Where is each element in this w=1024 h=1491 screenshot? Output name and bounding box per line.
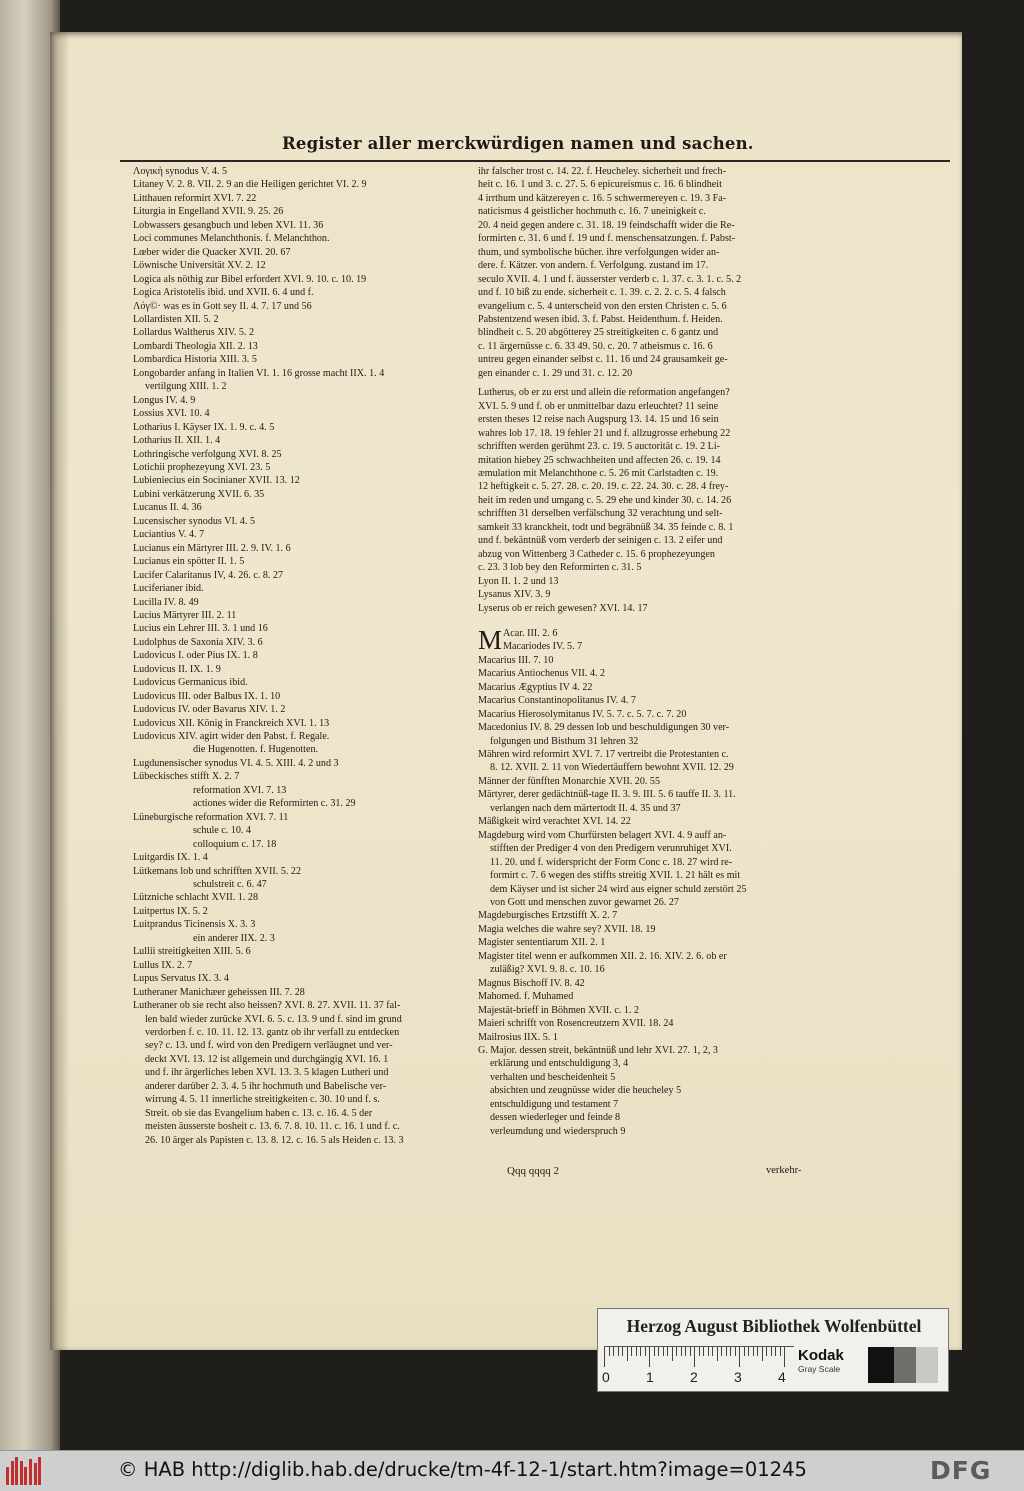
index-entry: Λογικὴ synodus V. 4. 5 bbox=[133, 166, 228, 177]
index-entry: Löwnische Universität XV. 2. 12 bbox=[133, 260, 266, 272]
index-entry: Macarius Hierosolymitanus IV. 5. 7. c. 5. 7. c. 7. 20 bbox=[478, 708, 687, 720]
index-entry: Litaney V. 2. 8. VII. 2. 9 an die Heiligen gerichtet VI. 2. 9 bbox=[133, 179, 367, 191]
index-entry: Magia welches die wahre sey? XVII. 18. 19 bbox=[478, 923, 656, 935]
index-entry: 12 heftigkeit c. 5. 27. 28. c. 20. 19. c. 22. 24. 30. c. 28. 4 frey- bbox=[478, 481, 729, 493]
index-entry: sey? c. 13. und f. wird von den Predigern verläugnet und ver- bbox=[145, 1040, 393, 1052]
ruler-tick bbox=[631, 1347, 632, 1356]
index-entry: mitation hiebey 25 schwachheiten und affecten 26. c. 19. 14 bbox=[478, 454, 721, 466]
index-entry: Lyon II. 1. 2 und 13 bbox=[478, 575, 559, 587]
index-entry: 20. 4 neid gegen andere c. 31. 18. 19 feindschafft wider die Re- bbox=[478, 219, 735, 231]
index-entry: stifften der Prediger 4 von den Predigern verunruhiget XVI. bbox=[490, 843, 732, 855]
ruler-tick bbox=[681, 1347, 682, 1356]
dfg-logo: DFG bbox=[930, 1456, 992, 1485]
index-entry: Lucifer Calaritanus IV, 4. 26. c. 8. 27 bbox=[133, 569, 284, 581]
right-column-luther-entry bbox=[478, 386, 814, 615]
index-entry: Lothringische verfolgung XVI. 8. 25 bbox=[133, 448, 282, 460]
index-entry: seculo XVII. 4. 1 und f. äusserster verderb c. 1. 37. c. 3. 1. c. 5. 2 bbox=[478, 273, 742, 285]
index-entry: schrifften werden gerühmt 23. c. 19. 5 auctorität c. 19. 2 Li- bbox=[478, 441, 720, 453]
index-entry: 8. 12. XVII. 2. 11 von Wiedertäuffern bewohnt XVII. 12. 29 bbox=[490, 762, 734, 774]
index-entry: Luciferianer ibid. bbox=[133, 583, 204, 595]
hab-logo-bar bbox=[15, 1457, 18, 1485]
index-entry: Liturgia in Engelland XVII. 9. 25. 26 bbox=[133, 206, 284, 218]
hab-logo-bar bbox=[11, 1461, 14, 1485]
index-entry: XVI. 5. 9 und f. ob er unmittelbar dazu erleuchtet? 11 seine bbox=[478, 400, 719, 412]
index-entry: Ludovicus I. oder Pius IX. 1. 8 bbox=[133, 650, 258, 662]
index-entry: die Hugenotten. f. Hugenotten. bbox=[193, 744, 319, 756]
ruler-tick bbox=[721, 1347, 722, 1356]
index-entry: Magnus Bischoff IV. 8. 42 bbox=[478, 977, 585, 989]
index-entry: Lombardica Historia XIII. 3. 5 bbox=[133, 354, 257, 366]
hab-logo-bar bbox=[38, 1457, 41, 1485]
index-entry: Lugdunensischer synodus VI. 4. 5. XIII. 4. 2 und 3 bbox=[133, 757, 339, 769]
ruler-tick bbox=[685, 1347, 686, 1356]
gray-swatch-mid bbox=[894, 1347, 916, 1383]
ruler-tick bbox=[744, 1347, 745, 1356]
ruler-number: 2 bbox=[690, 1369, 698, 1385]
index-entry: Pabstentzend wesen ibid. 3. f. Pabst. Heidenthum. f. Heiden. bbox=[478, 313, 723, 325]
index-entry: Lutheraner Manichæer geheissen III. 7. 28 bbox=[133, 986, 305, 998]
index-entry: Lotichii prophezeyung XVI. 23. 5 bbox=[133, 461, 271, 473]
index-entry: 11. 20. und f. widerspricht der Form Conc c. 18. 27 wird re- bbox=[490, 856, 733, 868]
ruler-tick bbox=[622, 1347, 623, 1356]
index-entry: untreu gegen einander selbst c. 11. 16 und 24 grausamkeit ge- bbox=[478, 354, 728, 366]
ruler-tick bbox=[766, 1347, 767, 1356]
ruler-tick bbox=[645, 1347, 646, 1356]
index-entry: ihr falscher trost c. 14. 22. f. Heucheley. sicherheit und frech- bbox=[478, 166, 726, 177]
ruler-tick bbox=[699, 1347, 700, 1356]
index-entry: Macarius Constantinopolitanus IV. 4. 7 bbox=[478, 695, 636, 707]
scale-ruler bbox=[604, 1346, 794, 1369]
index-entry: und f. bekäntnüß vom verderb der seinigen c. 13. 2 eifer und bbox=[478, 535, 723, 547]
ruler-tick bbox=[613, 1347, 614, 1356]
right-column-m-entries bbox=[478, 654, 814, 1138]
index-entry: Lotharius II. XII. 1. 4 bbox=[133, 435, 221, 447]
index-entry: Macarius III. 7. 10 bbox=[478, 654, 554, 666]
ruler-number: 3 bbox=[734, 1369, 742, 1385]
copyright-url[interactable]: © HAB http://diglib.hab.de/drucke/tm-4f-12-1/start.htm?image=01245 bbox=[118, 1458, 807, 1481]
index-entry: Magister titel wenn er aufkommen XII. 2. 16. XIV. 2. 6. ob er bbox=[478, 950, 727, 962]
kodak-label bbox=[798, 1347, 864, 1383]
index-entry: Männer der fünfften Monarchie XVII. 20. 55 bbox=[478, 775, 661, 787]
ruler-tick bbox=[690, 1347, 691, 1356]
index-entry: c. 23. 3 lob bey den Reformirten c. 31. 5 bbox=[478, 562, 642, 574]
ruler-tick bbox=[604, 1347, 605, 1367]
ruler-tick bbox=[775, 1347, 776, 1356]
index-entry: Lüneburgische reformation XVI. 7. 11 bbox=[133, 811, 289, 823]
index-entry: Ludovicus II. IX. 1. 9 bbox=[133, 663, 221, 675]
index-entry: G. Major. dessen streit, bekäntnüß und lehr XVI. 27. 1, 2, 3 bbox=[478, 1045, 718, 1056]
index-entry: vertilgung XIII. 1. 2 bbox=[145, 381, 227, 393]
ruler-tick bbox=[609, 1347, 610, 1356]
ruler-tick bbox=[694, 1347, 695, 1367]
index-entry: Lucius Märtyrer III. 2. 11 bbox=[133, 609, 237, 621]
index-entry: Ludolphus de Saxonia XIV. 3. 6 bbox=[133, 636, 263, 648]
index-entry: Ludovicus XII. König in Franckreich XVI. 1. 13 bbox=[133, 717, 330, 729]
index-entry: verlangen nach dem märtertodt II. 4. 35 und 37 bbox=[490, 802, 681, 814]
index-entry: 26. 10 ärger als Papisten c. 13. 8. 12. c. 16. 5 als Heiden c. 13. 3 bbox=[145, 1134, 404, 1146]
ruler-tick bbox=[627, 1347, 628, 1361]
index-entry: Lossius XVI. 10. 4 bbox=[133, 408, 210, 420]
index-entry: Lotharius I. Käyser IX. 1. 9. c. 4. 5 bbox=[133, 421, 275, 433]
gray-swatch-light bbox=[916, 1347, 938, 1383]
index-entry: Macedonius IV. 8. 29 dessen lob und beschuldigungen 30 ver- bbox=[478, 722, 730, 734]
index-entry: Lubini verkätzerung XVII. 6. 35 bbox=[133, 488, 265, 500]
right-column-continuation bbox=[478, 165, 814, 380]
hab-logo-bar bbox=[6, 1467, 9, 1485]
index-entry: schrifften 31 derselben verfälschung 32 verachtung und selt- bbox=[478, 508, 723, 520]
index-entry: Lullus IX. 2. 7 bbox=[133, 959, 193, 971]
index-entry: Ludovicus XIV. agirt wider den Pabst. f. Regale. bbox=[133, 731, 330, 743]
index-entry: abzug von Wittenberg 3 Catheder c. 15. 6 prophezeyungen bbox=[478, 548, 715, 560]
index-entry: Macarius Ægyptius IV 4. 22 bbox=[478, 681, 593, 693]
index-entry: wahres lob 17. 18. 19 fehler 21 und f. allzugrosse erhebung 22 bbox=[478, 427, 731, 439]
index-entry: Magdeburgisches Ertzstifft X. 2. 7 bbox=[478, 910, 618, 922]
index-entry: heit c. 16. 1 und 3. c. 27. 5. 6 epicureismus c. 16. 6 blindheit bbox=[478, 179, 722, 191]
gray-swatch-dark bbox=[868, 1347, 894, 1383]
index-entry: Longus IV. 4. 9 bbox=[133, 394, 196, 406]
index-entry: Lollardisten XII. 5. 2 bbox=[133, 313, 219, 325]
index-entry: dem Käyser und ist sicher 24 wird aus eigner schuld zerstört 25 bbox=[490, 883, 747, 895]
index-entry: Lucianus ein Märtyrer III. 2. 9. IV. 1. 6 bbox=[133, 542, 291, 554]
index-entry: deckt XVI. 13. 12 ist allgemein und durchgängig XVI. 16. 1 bbox=[145, 1053, 389, 1065]
index-entry: Lubieniecius ein Socinianer XVII. 13. 12 bbox=[133, 475, 300, 487]
index-entry: Luitgardis IX. 1. 4 bbox=[133, 852, 208, 864]
hab-logo-bar bbox=[20, 1461, 23, 1485]
index-entry: erklärung und entschuldigung 3, 4 bbox=[490, 1058, 629, 1070]
index-entry: Streit. ob sie das Evangelium haben c. 13. c. 16. 4. 5 der bbox=[145, 1107, 373, 1119]
index-entry: actiones wider die Reformirten c. 31. 29 bbox=[193, 798, 356, 810]
index-entry: Ludovicus Germanicus ibid. bbox=[133, 677, 248, 689]
catchword: verkehr- bbox=[766, 1165, 802, 1176]
index-entry: evangelium c. 5. 4 unterscheid von den ersten Christen c. 5. 6 bbox=[478, 300, 727, 312]
index-entry: und f. 10 biß zu ende. sicherheit c. 1. 39. c. 2. 2. c. 5. 4 falsch bbox=[478, 287, 726, 299]
index-entry: samkeit 33 kranckheit, todt und begräbnüß 34. 35 feinde c. 8. 1 bbox=[478, 521, 734, 533]
index-entry: Mäßigkeit wird verachtet XVI. 14. 22 bbox=[478, 816, 631, 828]
ruler-tick bbox=[640, 1347, 641, 1356]
index-entry: Loci communes Melanchthonis. f. Melanchthon. bbox=[133, 233, 330, 245]
index-entry: Litthauen reformirt XVI. 7. 22 bbox=[133, 192, 257, 204]
index-entry: c. 11 ärgernüsse c. 6. 33 49. 50. c. 20. 7 atheismus c. 16. 6 bbox=[478, 340, 713, 352]
index-entry: absichten und zeugnüsse wider die heucheley 5 bbox=[490, 1085, 682, 1097]
ruler-tick bbox=[708, 1347, 709, 1356]
ruler-tick bbox=[658, 1347, 659, 1356]
index-entry: colloquium c. 17. 18 bbox=[193, 838, 277, 850]
viewer-footer bbox=[0, 1450, 1024, 1491]
index-entry: Magister sententiarum XII. 2. 1 bbox=[478, 937, 606, 949]
index-entry: gen einander c. 1. 29 und 31. c. 12. 20 bbox=[478, 367, 633, 379]
index-entry: Logica Aristotelis ibid. und XVII. 6. 4 und f. bbox=[133, 287, 314, 299]
index-entry: Lyserus ob er reich gewesen? XVI. 14. 17 bbox=[478, 602, 648, 614]
index-entry: len bald wieder zurücke XVI. 6. 5. c. 13. 9 und f. sind im grund bbox=[145, 1013, 402, 1025]
index-entry: Majestät-brieff in Böhmen XVII. c. 1. 2 bbox=[478, 1004, 639, 1016]
index-entry: und f. ihr ärgerliches leben XVI. 13. 3. 5 klagen Lutheri und bbox=[145, 1067, 389, 1079]
ruler-number: 0 bbox=[602, 1369, 610, 1385]
drop-cap-m: M bbox=[478, 626, 503, 654]
index-entry: Lucilla IV. 8. 49 bbox=[133, 596, 199, 608]
index-entry: Lutherus, ob er zu erst und allein die reformation angefangen? bbox=[478, 387, 730, 399]
index-entry: verleumdung und wiederspruch 9 bbox=[490, 1125, 626, 1137]
hab-logo-bar bbox=[29, 1459, 32, 1485]
index-entry: schule c. 10. 4 bbox=[193, 825, 252, 837]
index-entry: anderer darüber 2. 3. 4. 5 ihr hochmuth und Babelische ver- bbox=[145, 1080, 387, 1092]
index-entry: Mähren wird reformirt XVI. 7. 17 vertreibt die Protestanten c. bbox=[478, 749, 729, 761]
ruler-tick bbox=[780, 1347, 781, 1356]
index-entry: formirt c. 7. 6 wegen des stiffts streitig XVII. 1. 21 hält es mit bbox=[490, 870, 741, 882]
index-entry: Macarius Antiochenus VII. 4. 2 bbox=[478, 668, 606, 680]
index-entry: naticismus 4 geistlicher hochmuth c. 16. 7 uneinigkeit c. bbox=[478, 206, 706, 218]
index-entry: æmulation mit Melanchthone c. 5. 26 mit Carlstadten c. 19. bbox=[478, 467, 719, 479]
right-column bbox=[478, 165, 814, 1138]
index-entry: ersten theses 12 reise nach Augspurg 13. 14. 15 und 16 sein bbox=[478, 414, 719, 426]
index-entry: Lysanus XIV. 3. 9 bbox=[478, 589, 551, 601]
index-entry: ein anderer IIX. 2. 3 bbox=[193, 932, 275, 944]
index-entry: folgungen und Bisthum 31 lehren 32 bbox=[490, 735, 639, 747]
index-entry: thum, und symbolische bücher. ihre verfolgungen wider an- bbox=[478, 246, 720, 258]
ruler-tick bbox=[676, 1347, 677, 1356]
index-entry: Mailrosius IIX. 5. 1 bbox=[478, 1031, 558, 1043]
ruler-tick bbox=[762, 1347, 763, 1361]
index-entry: entschuldigung und testament 7 bbox=[490, 1098, 619, 1110]
ruler-tick bbox=[649, 1347, 650, 1367]
index-entry: Lucianus ein spötter II. 1. 5 bbox=[133, 556, 245, 568]
ruler-tick bbox=[636, 1347, 637, 1356]
index-entry: heit im reden und umgang c. 5. 29 ehe und kinder 30. c. 14. 26 bbox=[478, 494, 732, 506]
index-entry: Ludovicus IV. oder Bavarus XIV. 1. 2 bbox=[133, 704, 286, 716]
page-gutter-shadow bbox=[50, 32, 70, 1350]
index-entry: wirrung 4. 5. 11 innerliche streitigkeiten c. 30. 10 und f. s. bbox=[145, 1094, 380, 1106]
ruler-tick bbox=[739, 1347, 740, 1367]
ruler-number: 1 bbox=[646, 1369, 654, 1385]
index-entry: 4 irrthum und kätzereyen c. 16. 5 schwermereyen c. 19. 3 Fa- bbox=[478, 192, 727, 204]
ruler-tick bbox=[712, 1347, 713, 1356]
index-entry: Märtyrer, derer gedächtnüß-tage II. 3. 9. III. 5. 6 tauffe II. 3. 11. bbox=[478, 789, 736, 801]
index-entry: Lütkemans lob und schrifften XVII. 5. 22 bbox=[133, 865, 302, 877]
ruler-number: 4 bbox=[778, 1369, 786, 1385]
ruler-tick bbox=[748, 1347, 749, 1356]
index-entry: Lollardus Waltherus XIV. 5. 2 bbox=[133, 327, 255, 339]
index-entry: Lœber wider die Quacker XVII. 20. 67 bbox=[133, 246, 291, 258]
running-head: Register aller merckwürdigen namen und sachen. bbox=[282, 134, 754, 153]
index-entry: blindheit c. 5. 20 abgötterey 25 streitigkeiten c. 6 gantz und bbox=[478, 327, 719, 339]
ruler-tick bbox=[663, 1347, 664, 1356]
index-entry: verdorben f. c. 10. 11. 12. 13. gantz ob ihr verfall zu entdecken bbox=[145, 1027, 400, 1038]
library-name: Herzog August Bibliothek Wolfenbüttel bbox=[626, 1316, 922, 1336]
signature-mark: Qqq qqqq 2 bbox=[507, 1165, 559, 1177]
index-entry: Lobwassers gesangbuch und leben XVI. 11. 36 bbox=[133, 219, 324, 231]
index-entry: Luitpertus IX. 5. 2 bbox=[133, 905, 208, 917]
index-entry: Lullii streitigkeiten XIII. 5. 6 bbox=[133, 946, 251, 958]
ruler-tick bbox=[726, 1347, 727, 1356]
ruler-tick bbox=[618, 1347, 619, 1356]
kodak-logo: Kodak bbox=[798, 1347, 844, 1364]
index-entry: zuläßig? XVI. 9. 8. c. 10. 16 bbox=[490, 964, 605, 976]
index-entry: Lützniche schlacht XVII. 1. 28 bbox=[133, 892, 259, 904]
ruler-tick bbox=[703, 1347, 704, 1356]
index-entry: Longobarder anfang in Italien VI. 1. 16 grosse macht IIX. 1. 4 bbox=[133, 367, 385, 379]
ruler-tick bbox=[672, 1347, 673, 1361]
index-entry: schulstreit c. 6. 47 bbox=[193, 879, 267, 891]
index-entry: dessen wiederleger und feinde 8 bbox=[490, 1112, 621, 1124]
index-entry: Ludovicus III. oder Balbus IX. 1. 10 bbox=[133, 690, 281, 702]
index-entry: verhalten und bescheidenheit 5 bbox=[490, 1071, 616, 1083]
ruler-tick bbox=[735, 1347, 736, 1356]
index-entry: Lucensischer synodus VI. 4. 5 bbox=[133, 515, 256, 527]
index-entry: meisten äusserste bosheit c. 13. 6. 7. 8. 10. 11. c. 16. 1 und f. c. bbox=[145, 1121, 400, 1133]
index-entry: Λόγ©· was es in Gott sey II. 4. 7. 17 und 56 bbox=[133, 300, 312, 312]
ruler-tick bbox=[757, 1347, 758, 1356]
index-entry: von Gott und menschen zuvor gewarnet 26. 27 bbox=[490, 897, 679, 909]
index-entry: Magdeburg wird vom Churfürsten belagert XVI. 4. 9 auff an- bbox=[478, 829, 727, 841]
index-entry: Lübeckisches stifft X. 2. 7 bbox=[133, 771, 240, 783]
ruler-tick bbox=[771, 1347, 772, 1356]
hab-logo-icon bbox=[6, 1457, 44, 1485]
ruler-tick bbox=[667, 1347, 668, 1356]
index-entry: reformation XVI. 7. 13 bbox=[193, 784, 287, 796]
index-entry: Luitprandus Ticinensis X. 3. 3 bbox=[133, 919, 256, 931]
index-entry: Luciantius V. 4. 7 bbox=[133, 529, 205, 541]
index-entry: formirten c. 31. 6 und f. 19 und f. menschensatzungen. f. Pabst- bbox=[478, 233, 736, 245]
m-first-line-1: Acar. III. 2. 6 bbox=[503, 627, 558, 639]
ruler-tick bbox=[654, 1347, 655, 1356]
index-entry: Lucanus II. 4. 36 bbox=[133, 502, 202, 514]
ruler-tick bbox=[753, 1347, 754, 1356]
index-entry: Mahomed. f. Muhamed bbox=[478, 991, 574, 1003]
hab-logo-bar bbox=[24, 1467, 27, 1485]
color-calibration-card bbox=[597, 1308, 949, 1392]
index-entry: Lucius ein Lehrer III. 3. 1 und 16 bbox=[133, 623, 268, 635]
head-rule bbox=[120, 160, 950, 162]
m-first-line-2: Macariodes IV. 5. 7 bbox=[503, 641, 583, 653]
ruler-tick bbox=[784, 1347, 785, 1367]
ruler-tick bbox=[730, 1347, 731, 1356]
left-column bbox=[133, 165, 473, 1147]
ruler-tick bbox=[717, 1347, 718, 1361]
hab-logo-bar bbox=[34, 1463, 37, 1485]
letter-m-section bbox=[478, 627, 814, 654]
index-entry: Lupus Servatus IX. 3. 4 bbox=[133, 973, 229, 985]
index-entry: Lombardi Theologia XII. 2. 13 bbox=[133, 340, 258, 352]
index-entry: dere. f. Kätzer. von andern. f. Verfolgung. zustand im 17. bbox=[478, 260, 709, 272]
gray-scale-label: Gray Scale bbox=[798, 1364, 841, 1374]
index-entry: Logica als nöthig zur Bibel erfordert XVI. 9. 10. c. 10. 19 bbox=[133, 273, 367, 285]
index-entry: Lutheraner ob sie recht also heissen? XVI. 8. 27. XVII. 11. 37 fal- bbox=[133, 1000, 401, 1012]
index-entry: Maieri schrifft von Rosencreutzern XVII. 18. 24 bbox=[478, 1018, 674, 1030]
